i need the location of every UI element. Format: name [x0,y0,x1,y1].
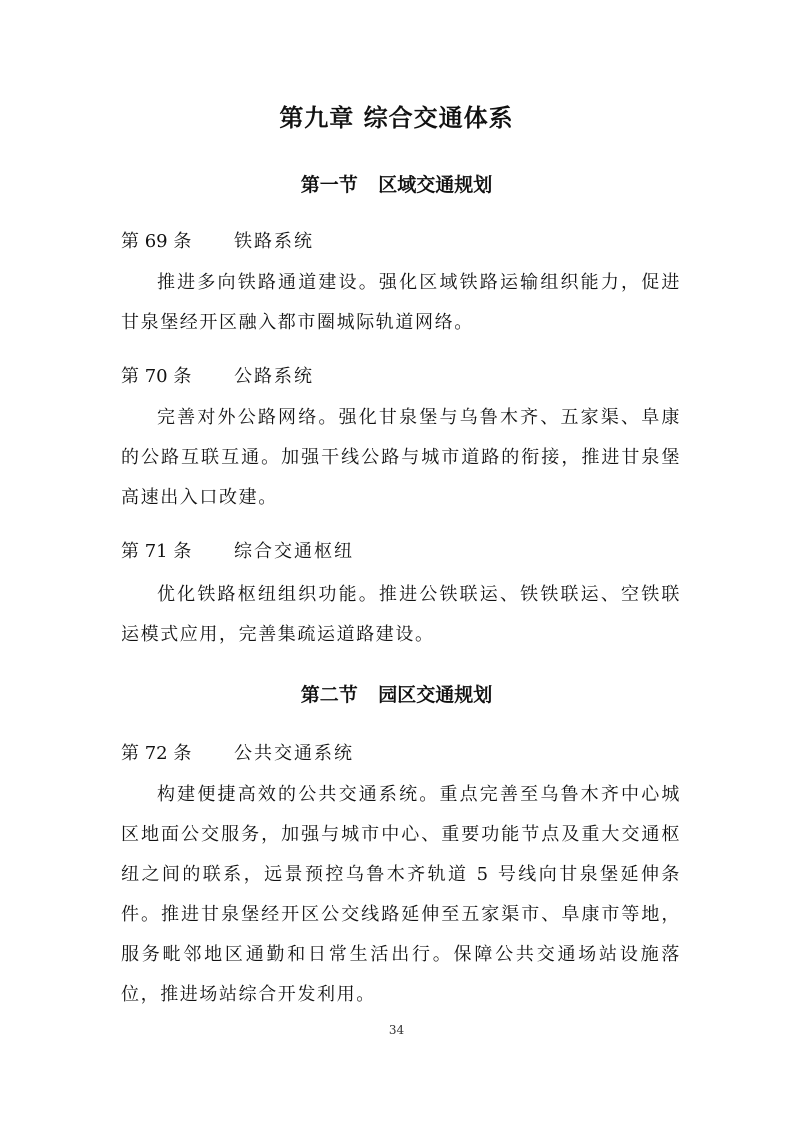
article-number: 第 71 条 [121,541,192,562]
article-heading-71 [121,538,354,566]
page-number: 34 [388,1023,405,1037]
section-title-park-transport: 第二节 园区交通规划 [300,684,493,706]
article-heading-70 [121,363,314,391]
article-body-71: 优化铁路枢纽组织功能。推进公铁联运、铁铁联运、空铁联运模式应用，完善集疏运道路建设。 [121,584,681,645]
article-name: 公共交通系统 [234,743,354,764]
article-body-69: 推进多向铁路通道建设。强化区域铁路运输组织能力，促进甘泉堡经开区融入都市圈城际轨道网络。 [121,272,681,333]
article-number: 第 72 条 [121,743,192,764]
article-heading-72 [121,740,354,768]
article-heading-69 [121,228,314,256]
article-number: 第 69 条 [121,231,192,252]
article-body-72: 构建便捷高效的公共交通系统。重点完善至乌鲁木齐中心城区地面公交服务，加强与城市中心、重要功能节点及重大交通枢纽之间的联系，远景预控乌鲁木齐轨道 5 号线向甘泉堡延伸条件。推进甘泉堡经开区公交线路延伸至五家渠市、阜康市等地，服务毗邻地区通勤和日常生活出行。保障公共交通场站设施落位，推进场站综合开发利用。 [121,784,681,1005]
article-name: 铁路系统 [234,231,314,252]
article-name: 公路系统 [234,366,314,387]
article-body-70: 完善对外公路网络。强化甘泉堡与乌鲁木齐、五家渠、阜康的公路互联互通。加强干线公路与城市道路的衔接，推进甘泉堡高速出入口改建。 [121,407,681,508]
article-name: 综合交通枢纽 [234,541,354,562]
chapter-title: 第九章 综合交通体系 [279,104,514,132]
article-number: 第 70 条 [121,366,192,387]
section-title-regional-transport: 第一节 区域交通规划 [300,174,493,196]
